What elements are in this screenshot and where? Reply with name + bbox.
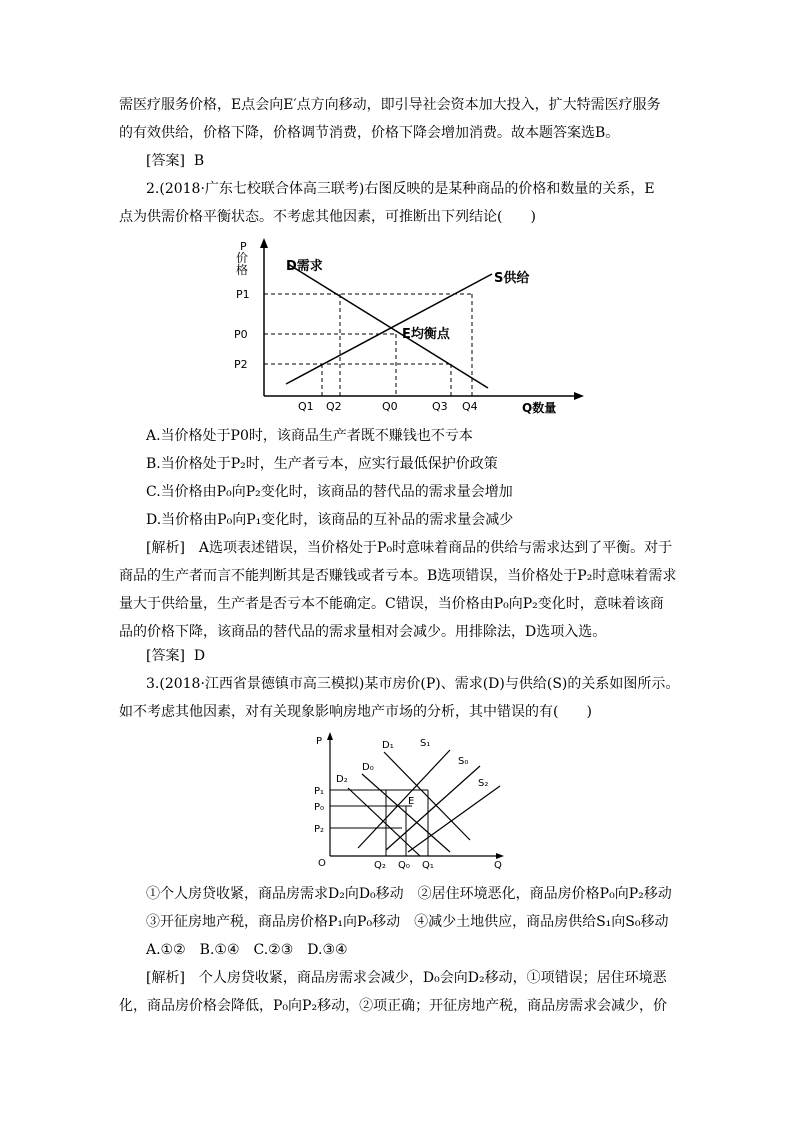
origin-label: O [318,858,326,869]
statements3-line2: ③开征房地产税，商品房价格P₁向P₀移动 ④减少土地供应，商品房供给S₁向S₀移动 [146,914,669,930]
supply-demand-chart-1 [226,236,590,414]
analysis2-line4: 品的价格下降，该商品的替代品的需求量相对会减少。用排除法，D选项入选。 [119,624,607,640]
analysis2-line3: 量大于供给量，生产者是否亏本不能确定。C错误，当价格由P₀向P₂变化时，意味着该商 [119,596,664,612]
supply-demand-chart-2 [310,730,510,870]
paragraph1-line1: 需医疗服务价格，E点会向E′点方向移动，即引导社会资本加大投入，扩大特需医疗服务 [119,97,661,113]
option-q2-b: B.当价格处于P₂时，生产者亏本，应实行最低保护价政策 [146,456,498,472]
tick-q0: Q0 [382,400,398,413]
p2-label: P₂ [314,824,325,835]
d0-label: D₀ [362,762,374,773]
y-axis-label-p: P [240,240,247,253]
d1-label: D₁ [382,740,394,751]
s1-label: S₁ [420,738,431,749]
tick-q4: Q4 [462,400,478,413]
option-q2-a: A.当价格处于P0时，该商品生产者既不赚钱也不亏本 [146,428,473,444]
answer1 [146,152,204,170]
x-axis-label: Q数量 [522,401,557,414]
question2-line1: 2.(2018·广东七校联合体高三联考)右图反映的是某种商品的价格和数量的关系，E [146,181,655,197]
p1-label: P₁ [314,786,325,797]
equilibrium-label: E均衡点 [402,327,450,342]
tick-p1: P1 [236,288,250,301]
question2-line2: 点为供需价格平衡状态。不考虑其他因素，可推断出下列结论( ) [119,209,536,225]
tick-q3: Q3 [432,400,448,413]
question3-line2: 如不考虑其他因素，对有关现象影响房地产市场的分析，其中错误的有( ) [119,704,592,720]
options-q3: A.①② B.①④ C.②③ D.③④ [146,942,348,958]
analysis2-line2: 商品的生产者而言不能判断其是否赚钱或者亏本。B选项错误，当价格处于P₂时意味着需求 [119,568,677,584]
tick-q2: Q2 [326,400,342,413]
y-axis-label-jia: 价 [236,251,249,265]
option-q2-c: C.当价格由P₀向P₂变化时，该商品的替代品的需求量会增加 [146,484,513,500]
s0-label: S₀ [458,756,469,767]
q-axis-label: Q [494,860,502,870]
paragraph1-line2: 的有效供给，价格下降，价格调节消费，价格下降会增加消费。故本题答案选B。 [119,125,620,141]
option-q2-d: D.当价格由P₀向P₁变化时，该商品的互补品的需求量会减少 [146,512,514,528]
d2-label: D₂ [336,774,348,785]
tick-p0: P0 [234,328,248,341]
s2-label: S₂ [478,778,489,789]
analysis3-line1: [解析] 个人房贷收紧，商品房需求会减少，D₀会向D₂移动，①项错误；居住环境恶 [146,970,667,986]
analysis3-line2: 化，商品房价格会降低，P₀向P₂移动，②项正确；开征房地产税，商品房需求会减少，价 [119,998,668,1014]
p-axis-label: P [316,736,323,747]
tick-q1: Q1 [298,400,314,413]
q2-label: Q₂ [374,860,386,870]
question3-line1: 3.(2018·江西省景德镇市高三模拟)某市房价(P)、需求(D)与供给(S)的关系如图所示。 [146,676,680,692]
answer-value: B [193,153,205,169]
answer-label: [答案] [146,153,185,169]
e-label: E [408,796,415,807]
tick-p2: P2 [234,358,248,371]
answer-label: [答案] [146,648,185,664]
statements3-line1: ①个人房贷收紧，商品房需求D₂向D₀移动 ②居住环境恶化，商品房价格P₀向P₂移动 [146,886,672,902]
supply-label: S供给 [494,271,530,286]
answer2 [146,647,205,665]
analysis2-line1: [解析] A选项表述错误，当价格处于P₀时意味着商品的供给与需求达到了平衡。对于 [146,540,673,556]
answer-value: D [193,648,206,664]
p0-label: P₀ [314,802,325,813]
q1-label: Q₁ [422,860,434,870]
y-axis-label-ge: 格 [236,263,249,277]
q0-label: Q₀ [398,860,410,870]
demand-label: D需求 [286,259,323,274]
